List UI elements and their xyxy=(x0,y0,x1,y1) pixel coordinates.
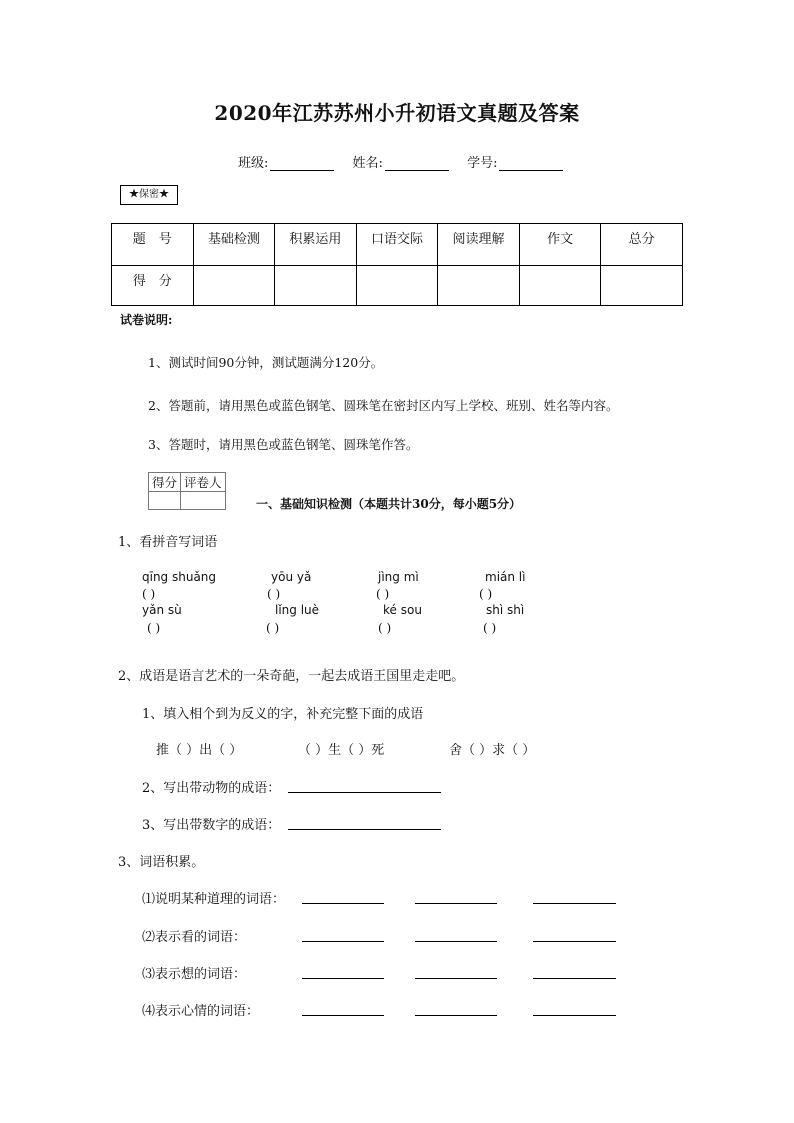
answer-line[interactable] xyxy=(302,978,384,979)
answer-line[interactable] xyxy=(288,792,441,793)
pinyin: yōu yǎ xyxy=(271,570,312,584)
answer-line[interactable] xyxy=(415,941,497,942)
question-3-item: ⑵表示看的词语： xyxy=(142,930,247,945)
grader-score-label: 得分 xyxy=(149,473,181,492)
answer-line[interactable] xyxy=(415,1015,497,1016)
score-cell[interactable] xyxy=(519,266,601,306)
id-label: 学号: xyxy=(467,156,498,171)
pinyin: mián lì xyxy=(485,570,526,584)
question-3-item: ⑴说明某种道理的词语： xyxy=(142,892,286,907)
answer-line[interactable] xyxy=(533,1015,616,1016)
answer-line[interactable] xyxy=(533,941,616,942)
question-3: 3、词语积累。 xyxy=(118,855,205,870)
class-label: 班级: xyxy=(238,156,269,171)
score-cell[interactable] xyxy=(193,266,275,306)
idiom-item: 舍（ ）求（ ） xyxy=(449,743,536,758)
answer-blank[interactable]: ( ) xyxy=(376,587,390,601)
question-3-item: ⑷表示心情的词语： xyxy=(142,1004,260,1019)
pinyin: qīng shuǎng xyxy=(142,570,217,584)
idiom-item: （ ）生（ ）死 xyxy=(298,743,385,758)
name-field[interactable] xyxy=(385,157,449,171)
grader-name-cell[interactable] xyxy=(181,492,226,510)
answer-blank[interactable]: ( ) xyxy=(147,621,161,635)
grader-table xyxy=(148,472,226,510)
pinyin: jìng mì xyxy=(378,570,419,584)
id-field[interactable] xyxy=(499,157,563,171)
answer-line[interactable] xyxy=(302,941,384,942)
pinyin: shì shì xyxy=(486,603,525,617)
answer-blank[interactable]: ( ) xyxy=(378,621,392,635)
score-cell[interactable] xyxy=(356,266,438,306)
score-table-header-row xyxy=(112,224,683,266)
answer-line[interactable] xyxy=(415,978,497,979)
score-header: 总分 xyxy=(601,224,683,266)
answer-line[interactable] xyxy=(302,1015,384,1016)
answer-blank[interactable]: ( ) xyxy=(267,587,281,601)
answer-line[interactable] xyxy=(415,903,497,904)
score-cell[interactable] xyxy=(438,266,520,306)
note-item: 3、答题时，请用黑色或蓝色钢笔、圆珠笔作答。 xyxy=(148,437,419,452)
score-table xyxy=(111,223,683,306)
class-field[interactable] xyxy=(270,157,334,171)
answer-line[interactable] xyxy=(533,978,616,979)
question-3-item: ⑶表示想的词语： xyxy=(142,967,247,982)
pinyin: lǐng luè xyxy=(275,603,320,617)
grader-label: 评卷人 xyxy=(181,473,226,492)
answer-blank[interactable]: ( ) xyxy=(266,621,280,635)
answer-line[interactable] xyxy=(302,903,384,904)
question-2-part-2: 2、写出带动物的成语： xyxy=(142,781,281,796)
secret-badge: ★保密★ xyxy=(120,185,178,205)
pinyin: yǎn sù xyxy=(142,603,182,617)
answer-blank[interactable]: ( ) xyxy=(483,621,497,635)
answer-blank[interactable]: ( ) xyxy=(142,587,156,601)
question-2-part-1: 1、填入相个到为反义的字，补充完整下面的成语 xyxy=(142,707,424,722)
question-2: 2、成语是语言艺术的一朵奇葩，一起去成语王国里走走吧。 xyxy=(118,669,465,684)
question-2-part-3: 3、写出带数字的成语： xyxy=(142,818,281,833)
note-item: 1、测试时间90分钟，测试题满分120分。 xyxy=(148,355,384,370)
section-heading: 一、基础知识检测（本题共计30分，每小题5分） xyxy=(256,497,522,511)
score-header: 题 号 xyxy=(112,224,194,266)
question-1: 1、看拼音写词语 xyxy=(118,535,218,550)
score-header: 作文 xyxy=(519,224,601,266)
score-cell[interactable] xyxy=(601,266,683,306)
note-item: 2、答题前，请用黑色或蓝色钢笔、圆珠笔在密封区内写上学校、班别、姓名等内容。 xyxy=(148,398,619,413)
notes-title: 试卷说明: xyxy=(120,313,173,327)
pinyin: ké sou xyxy=(383,603,422,617)
idiom-item: 推（ ）出（ ） xyxy=(156,743,243,758)
score-header: 口语交际 xyxy=(356,224,438,266)
score-header: 阅读理解 xyxy=(438,224,520,266)
grader-score-cell[interactable] xyxy=(149,492,181,510)
student-info xyxy=(238,152,577,171)
answer-blank[interactable]: ( ) xyxy=(479,587,493,601)
score-row-label: 得 分 xyxy=(112,266,194,306)
page-title: 2020年江苏苏州小升初语文真题及答案 xyxy=(214,101,580,125)
answer-line[interactable] xyxy=(533,903,616,904)
answer-line[interactable] xyxy=(288,829,441,830)
name-label: 姓名: xyxy=(352,156,383,171)
score-header: 基础检测 xyxy=(193,224,275,266)
score-table-score-row xyxy=(112,266,683,306)
score-cell[interactable] xyxy=(275,266,357,306)
score-header: 积累运用 xyxy=(275,224,357,266)
